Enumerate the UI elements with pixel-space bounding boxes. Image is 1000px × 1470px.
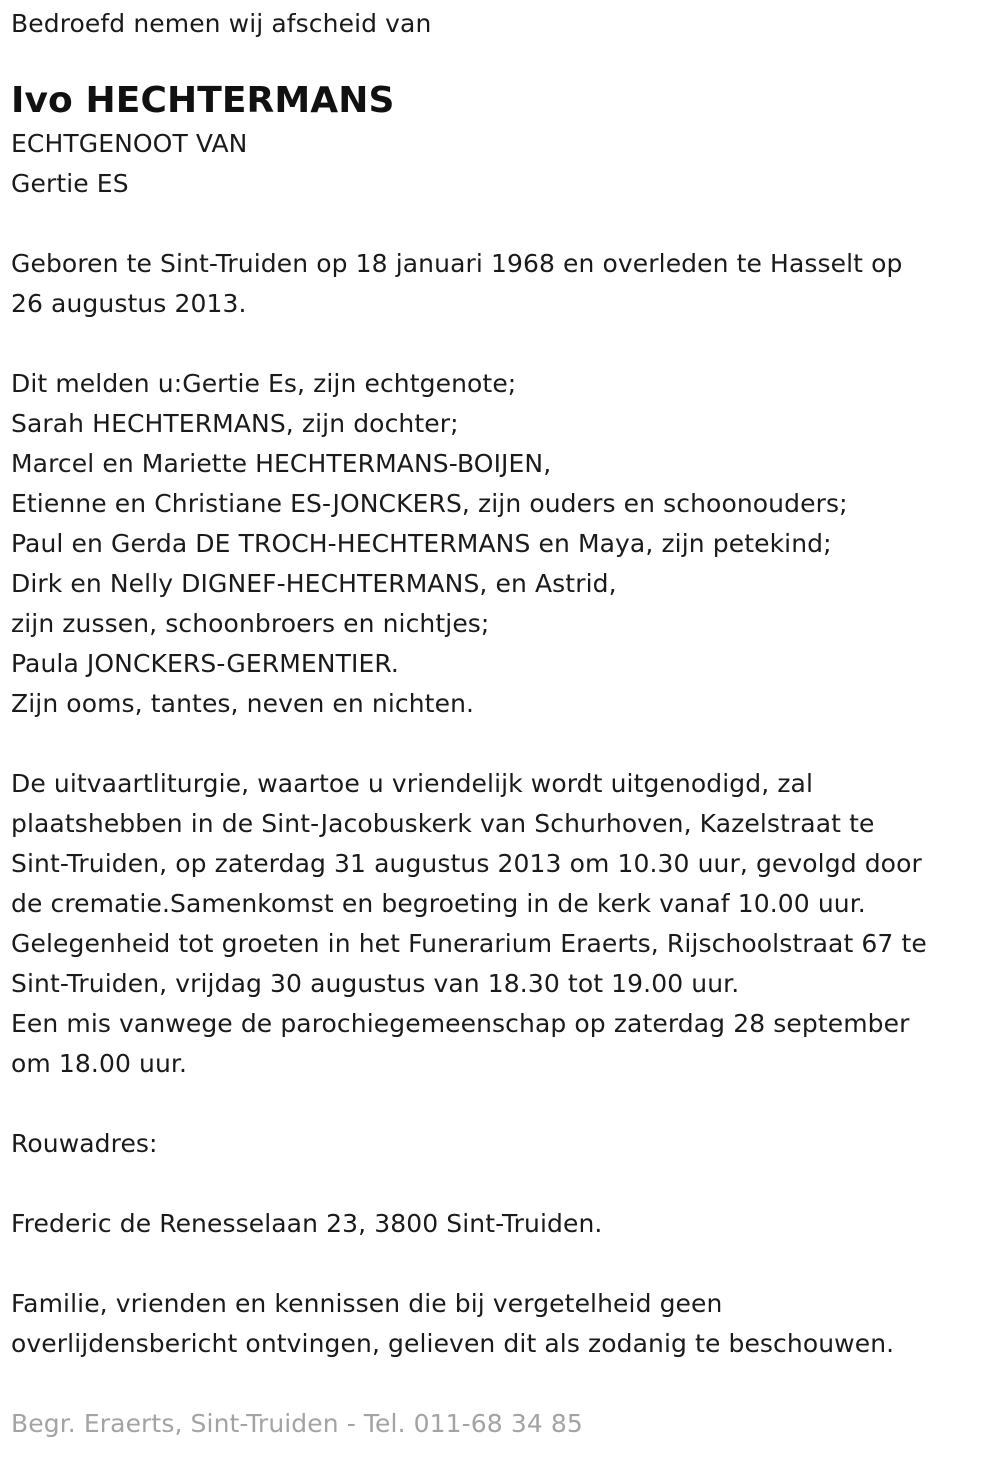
intro-text: Bedroefd nemen wij afscheid van [11, 9, 432, 38]
ceremony-line: De uitvaartliturgie, waartoe u vriendelijk wordt uitgenodigd, zal [11, 769, 814, 798]
spouse-name: Gertie ES [11, 169, 129, 198]
ceremony-line: Gelegenheid tot groeten in het Funerarium Eraerts, Rijschoolstraat 67 te [11, 929, 927, 958]
family-line: Sarah HECHTERMANS, zijn dochter; [11, 409, 459, 438]
family-line: Dirk en Nelly DIGNEF-HECHTERMANS, en Astrid, [11, 569, 617, 598]
spacer [11, 324, 991, 364]
obituary-notice [11, 4, 991, 1444]
ceremony-line: Sint-Truiden, vrijdag 30 augustus van 18.30 tot 19.00 uur. [11, 969, 740, 998]
ceremony-line: Sint-Truiden, op zaterdag 31 augustus 2013 om 10.30 uur, gevolgd door [11, 849, 922, 878]
family-line: Paul en Gerda DE TROCH-HECHTERMANS en Maya, zijn petekind; [11, 529, 832, 558]
address-label: Rouwadres: [11, 1129, 158, 1158]
spacer [11, 1084, 991, 1124]
ceremony-line: plaatshebben in de Sint-Jacobuskerk van Schurhoven, Kazelstraat te [11, 809, 875, 838]
family-line: Etienne en Christiane ES-JONCKERS, zijn ouders en schoonouders; [11, 489, 848, 518]
deceased-name: Ivo HECHTERMANS [11, 80, 395, 121]
relation-label: ECHTGENOOT VAN [11, 129, 248, 158]
family-line: Dit melden u:Gertie Es, zijn echtgenote; [11, 369, 517, 398]
spacer [11, 1164, 991, 1204]
closing-line: Familie, vrienden en kennissen die bij vergetelheid geen [11, 1289, 723, 1318]
family-line: Paula JONCKERS-GERMENTIER. [11, 649, 399, 678]
ceremony-line: de crematie.Samenkomst en begroeting in de kerk vanaf 10.00 uur. [11, 889, 866, 918]
address-text: Frederic de Renesselaan 23, 3800 Sint-Truiden. [11, 1209, 603, 1238]
spacer [11, 724, 991, 764]
birth-death-line: Geboren te Sint-Truiden op 18 januari 1968 en overleden te Hasselt op [11, 249, 903, 278]
family-line: Marcel en Mariette HECHTERMANS-BOIJEN, [11, 449, 552, 478]
spacer [11, 1244, 991, 1284]
spacer [11, 1364, 991, 1404]
birth-death-line: 26 augustus 2013. [11, 289, 247, 318]
funeral-home-footer: Begr. Eraerts, Sint-Truiden - Tel. 011-68 34 85 [11, 1409, 583, 1438]
ceremony-line: om 18.00 uur. [11, 1049, 188, 1078]
spacer [11, 204, 991, 244]
closing-line: overlijdensbericht ontvingen, gelieven dit als zodanig te beschouwen. [11, 1329, 895, 1358]
family-line: Zijn ooms, tantes, neven en nichten. [11, 689, 475, 718]
family-line: zijn zussen, schoonbroers en nichtjes; [11, 609, 490, 638]
ceremony-line: Een mis vanwege de parochiegemeenschap op zaterdag 28 september [11, 1009, 910, 1038]
